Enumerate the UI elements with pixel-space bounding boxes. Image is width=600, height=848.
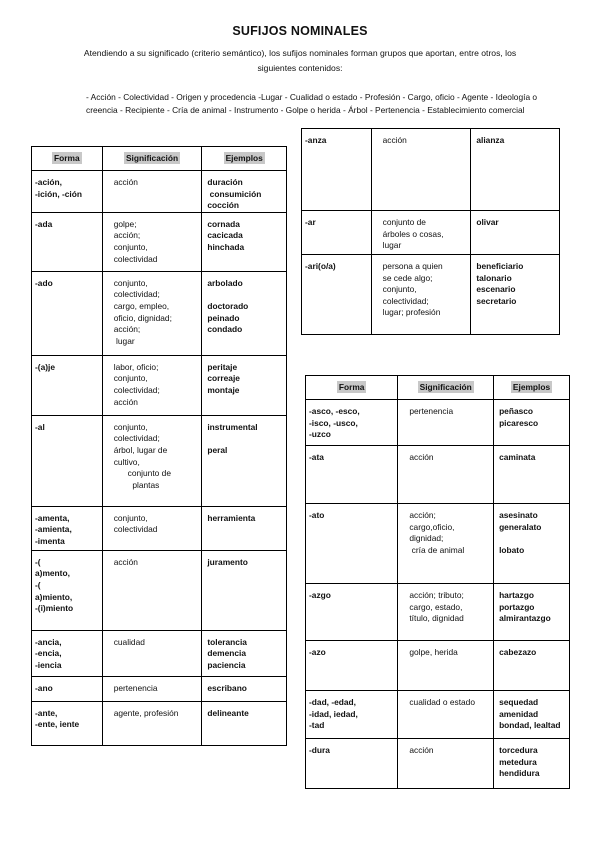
table-row xyxy=(306,400,570,446)
cell-line: se cede algo; xyxy=(382,272,433,283)
cell-line: persona a quien xyxy=(382,261,443,271)
cell-line: -azgo xyxy=(309,590,331,600)
cell-line: -idad, iedad, xyxy=(309,708,358,719)
ejemplos-cell xyxy=(202,271,287,355)
header-significacion: Significación xyxy=(102,147,202,171)
significacion-cell xyxy=(398,739,494,789)
ejemplos-cell xyxy=(202,701,287,745)
cell-line: -ición, -ción xyxy=(35,188,82,199)
forma-cell xyxy=(306,446,398,504)
header-ejemplos: Ejemplos xyxy=(202,147,287,171)
table-row xyxy=(306,691,570,739)
forma-cell xyxy=(32,630,103,676)
intro-paragraph: Atendiendo a su significado (criterio semántico), los sufijos nominales forman grupos que aportan, entre otros, los siguientes contenidos: xyxy=(83,48,517,73)
cell-line: instrumental xyxy=(207,421,258,432)
table-row xyxy=(302,211,560,255)
table-row xyxy=(32,550,287,630)
ejemplos-cell xyxy=(202,415,287,506)
cell-line: colectividad; xyxy=(113,289,160,300)
cell-line: -asco, -esco, xyxy=(309,406,360,416)
cell-line: picaresco xyxy=(499,417,539,428)
cell-line: colectividad; xyxy=(113,384,160,395)
cell-line: alianza xyxy=(476,135,505,145)
cell-line: doctorado xyxy=(207,300,249,311)
cell-line: -isco, -usco, xyxy=(309,417,358,428)
significacion-cell xyxy=(398,691,494,739)
table-row xyxy=(32,701,287,745)
cell-line: tolerancia xyxy=(207,636,247,647)
forma-cell xyxy=(302,255,372,335)
table-row xyxy=(306,446,570,504)
cell-line: peinado xyxy=(207,312,240,323)
table-row xyxy=(32,355,287,415)
cell-line: -dad, -edad, xyxy=(309,697,356,707)
cell-line: acción xyxy=(113,556,138,567)
table-row xyxy=(306,739,570,789)
cell-line: torcedura xyxy=(499,745,538,755)
cell-line: -azo xyxy=(309,647,326,657)
ejemplos-cell xyxy=(494,446,570,504)
forma-cell xyxy=(32,701,103,745)
cell-line: conjunto, xyxy=(113,277,148,288)
table-row xyxy=(32,271,287,355)
significacion-cell xyxy=(102,171,202,213)
cell-line: agente, profesión xyxy=(113,707,179,718)
ejemplos-cell xyxy=(494,584,570,641)
cell-line: -ante, xyxy=(35,707,58,718)
cell-line: a)mento, xyxy=(35,568,70,579)
cell-line: cacicada xyxy=(207,230,243,241)
ejemplos-cell xyxy=(202,506,287,550)
significacion-cell xyxy=(102,212,202,271)
forma-cell xyxy=(32,415,103,506)
suffix-table-right xyxy=(305,375,570,789)
forma-cell xyxy=(32,355,103,415)
cell-line: -ato xyxy=(309,510,325,520)
cell-line: acción; xyxy=(409,510,436,520)
cell-line: conjunto, xyxy=(113,512,148,523)
table-row xyxy=(32,630,287,676)
ejemplos-cell xyxy=(494,641,570,691)
table-header-row xyxy=(306,376,570,400)
cell-line: -( xyxy=(35,556,41,567)
cell-line: sequedad xyxy=(499,697,539,707)
table-row xyxy=(32,676,287,701)
cell-line: hinchada xyxy=(207,241,245,252)
cell-line: -ada xyxy=(35,218,53,229)
cell-line: árbol, lugar de xyxy=(113,444,168,455)
cell-line: caminata xyxy=(499,452,536,462)
forma-cell xyxy=(306,400,398,446)
cell-line: conjunto, xyxy=(113,373,148,384)
cell-line: escenario xyxy=(476,284,516,295)
cell-line: conjunto, xyxy=(113,241,148,252)
ejemplos-cell xyxy=(471,211,560,255)
cell-line: -ata xyxy=(309,452,324,462)
table-row xyxy=(306,504,570,584)
cell-line: árboles o cosas, xyxy=(382,228,444,239)
table-row xyxy=(32,171,287,213)
cell-line: delineante xyxy=(207,707,249,718)
cell-line: hendidura xyxy=(499,768,540,779)
cell-line: acción xyxy=(409,452,434,462)
table-header-row xyxy=(32,147,287,171)
cell-line: -ación, xyxy=(35,177,62,187)
cell-line: labor, oficio; xyxy=(113,361,159,372)
cell-line: cualidad xyxy=(113,636,145,647)
cell-line: -ari(o/a) xyxy=(305,261,336,271)
cell-line: cargo, empleo, xyxy=(113,300,170,311)
forma-cell xyxy=(306,641,398,691)
significacion-cell xyxy=(371,255,471,335)
ejemplos-cell xyxy=(202,630,287,676)
forma-cell xyxy=(306,584,398,641)
cell-line: juramento xyxy=(207,556,248,567)
significacion-cell xyxy=(398,641,494,691)
cell-line: acción; tributo; xyxy=(409,590,464,600)
significacion-cell xyxy=(102,415,202,506)
cell-line: paciencia xyxy=(207,659,246,670)
forma-cell xyxy=(302,129,372,211)
cell-line: -uzco xyxy=(309,429,331,440)
significacion-cell xyxy=(102,676,202,701)
cell-line: generalato xyxy=(499,521,542,532)
cell-line: beneficiario xyxy=(476,261,524,271)
cell-line: -ancia, xyxy=(35,636,62,647)
cell-line: conjunto de xyxy=(113,468,171,479)
ejemplos-cell xyxy=(202,550,287,630)
cell-line: pertenencia xyxy=(409,406,454,416)
suffix-table-left xyxy=(31,146,287,746)
cell-line: cultivo, xyxy=(113,456,140,467)
cell-line: -ente, iente xyxy=(35,719,80,730)
ejemplos-cell xyxy=(202,676,287,701)
cell-line: colectividad; xyxy=(382,295,429,306)
ejemplos-cell xyxy=(494,691,570,739)
cell-line: -dura xyxy=(309,745,330,755)
table-row xyxy=(32,506,287,550)
cell-line: lugar xyxy=(113,335,135,346)
cell-line: conjunto, xyxy=(113,421,148,432)
cell-line: metedura xyxy=(499,756,537,767)
cell-line: escribano xyxy=(207,682,247,693)
cell-line: arbolado xyxy=(207,277,243,288)
significacion-cell xyxy=(398,446,494,504)
cell-line: -ano xyxy=(35,682,53,693)
cell-line: -ado xyxy=(35,277,53,288)
ejemplos-cell xyxy=(202,355,287,415)
cell-line: cabezazo xyxy=(499,647,537,657)
cell-line: cornada xyxy=(207,218,240,229)
cell-line: -amienta, xyxy=(35,524,72,535)
forma-cell xyxy=(302,211,372,255)
table-row xyxy=(306,641,570,691)
significacion-cell xyxy=(102,550,202,630)
cell-line: título, dignidad xyxy=(409,613,464,624)
cell-line: montaje xyxy=(207,384,240,395)
header-forma: Forma xyxy=(32,147,103,171)
significacion-cell xyxy=(102,506,202,550)
forma-cell xyxy=(32,550,103,630)
cell-line: peñasco xyxy=(499,406,534,416)
forma-cell xyxy=(32,212,103,271)
cell-line: duración xyxy=(207,177,243,187)
ejemplos-cell xyxy=(202,212,287,271)
forma-cell xyxy=(32,676,103,701)
cell-line: cargo,oficio, xyxy=(409,521,455,532)
cell-line: acción xyxy=(409,745,434,755)
ejemplos-cell xyxy=(471,129,560,211)
cell-line: -anza xyxy=(305,135,327,145)
cell-line: -tad xyxy=(309,720,325,731)
cell-line: plantas xyxy=(113,479,160,490)
categories-list: - Acción - Colectividad - Origen y procedencia -Lugar - Cualidad o estado - Profesión - Cargo, oficio - Agente - Ideología o creencia - Recipiente - Cría de animal - Instrumento - Golpe o herida - Árbol - Pertenencia - Establecimiento comercial xyxy=(86,92,538,115)
ejemplos-cell xyxy=(471,255,560,335)
table-row xyxy=(302,255,560,335)
cell-line: lugar xyxy=(382,240,402,251)
significacion-cell xyxy=(398,504,494,584)
ejemplos-cell xyxy=(494,504,570,584)
suffix-table-top-right xyxy=(301,128,560,335)
cell-line: hartazgo xyxy=(499,590,534,600)
table-row xyxy=(32,212,287,271)
cell-line: acción; xyxy=(113,230,141,241)
significacion-cell xyxy=(398,400,494,446)
cell-line: herramienta xyxy=(207,512,256,523)
cell-line: cría de animal xyxy=(409,544,465,555)
cell-line: golpe, herida xyxy=(409,647,458,657)
cell-line: -al xyxy=(35,421,45,432)
cell-line: -( xyxy=(35,579,41,590)
significacion-cell xyxy=(102,271,202,355)
cell-line xyxy=(207,289,282,301)
cell-line: colectividad xyxy=(113,253,158,264)
cell-line: almirantazgo xyxy=(499,613,551,624)
table-row xyxy=(302,129,560,211)
ejemplos-cell xyxy=(494,739,570,789)
cell-line: secretario xyxy=(476,295,517,306)
cell-line: amenidad xyxy=(499,708,539,719)
header-ejemplos: Ejemplos xyxy=(494,376,570,400)
page-title: SUFIJOS NOMINALES xyxy=(232,24,368,38)
table-row xyxy=(306,584,570,641)
cell-line: oficio, dignidad; xyxy=(113,312,172,323)
cell-line: golpe; xyxy=(113,218,137,229)
cell-line: -iencia xyxy=(35,659,62,670)
cell-line: demencia xyxy=(207,648,246,659)
cell-line: acción xyxy=(382,135,407,145)
cell-line: correaje xyxy=(207,373,240,384)
cell-line xyxy=(499,533,565,545)
significacion-cell xyxy=(398,584,494,641)
cell-line: colectividad; xyxy=(113,433,160,444)
cell-line xyxy=(207,433,282,445)
cell-line: dignidad; xyxy=(409,533,444,544)
cell-line: conjunto, xyxy=(382,284,417,295)
cell-line: -imenta xyxy=(35,535,65,546)
cell-line: -amenta, xyxy=(35,512,70,523)
cell-line: peritaje xyxy=(207,361,238,372)
cell-line: -encia, xyxy=(35,648,62,659)
table-row xyxy=(32,415,287,506)
forma-cell xyxy=(32,171,103,213)
cell-line: conjunto de xyxy=(382,217,426,227)
header-forma: Forma xyxy=(306,376,398,400)
cell-line: olivar xyxy=(476,217,499,227)
cell-line: peral xyxy=(207,444,228,455)
cell-line: cargo, estado, xyxy=(409,601,463,612)
header-significacion: Significación xyxy=(398,376,494,400)
cell-line: acción; xyxy=(113,324,141,335)
cell-line: a)miento, xyxy=(35,591,73,602)
cell-line: talonario xyxy=(476,272,512,283)
cell-line: lobato xyxy=(499,544,525,555)
cell-line: -(i)miento xyxy=(35,603,74,614)
significacion-cell xyxy=(102,355,202,415)
cell-line: cualidad o estado xyxy=(409,697,475,707)
significacion-cell xyxy=(102,630,202,676)
cell-line: pertenencia xyxy=(113,682,158,693)
cell-line: acción xyxy=(113,396,138,407)
forma-cell xyxy=(306,691,398,739)
forma-cell xyxy=(32,506,103,550)
cell-line: -ar xyxy=(305,217,316,227)
ejemplos-cell xyxy=(494,400,570,446)
cell-line: asesinato xyxy=(499,510,538,520)
cell-line: portazgo xyxy=(499,601,535,612)
cell-line: lugar; profesión xyxy=(382,307,441,318)
significacion-cell xyxy=(102,701,202,745)
cell-line: condado xyxy=(207,324,243,335)
cell-line: -(a)je xyxy=(35,361,56,372)
significacion-cell xyxy=(371,129,471,211)
forma-cell xyxy=(32,271,103,355)
significacion-cell xyxy=(371,211,471,255)
forma-cell xyxy=(306,739,398,789)
cell-line: acción xyxy=(113,177,138,187)
cell-line: cocción xyxy=(207,200,240,211)
cell-line: consumición xyxy=(207,188,262,199)
cell-line: colectividad xyxy=(113,524,158,535)
ejemplos-cell xyxy=(202,171,287,213)
forma-cell xyxy=(306,504,398,584)
cell-line: bondad, lealtad xyxy=(499,720,561,731)
